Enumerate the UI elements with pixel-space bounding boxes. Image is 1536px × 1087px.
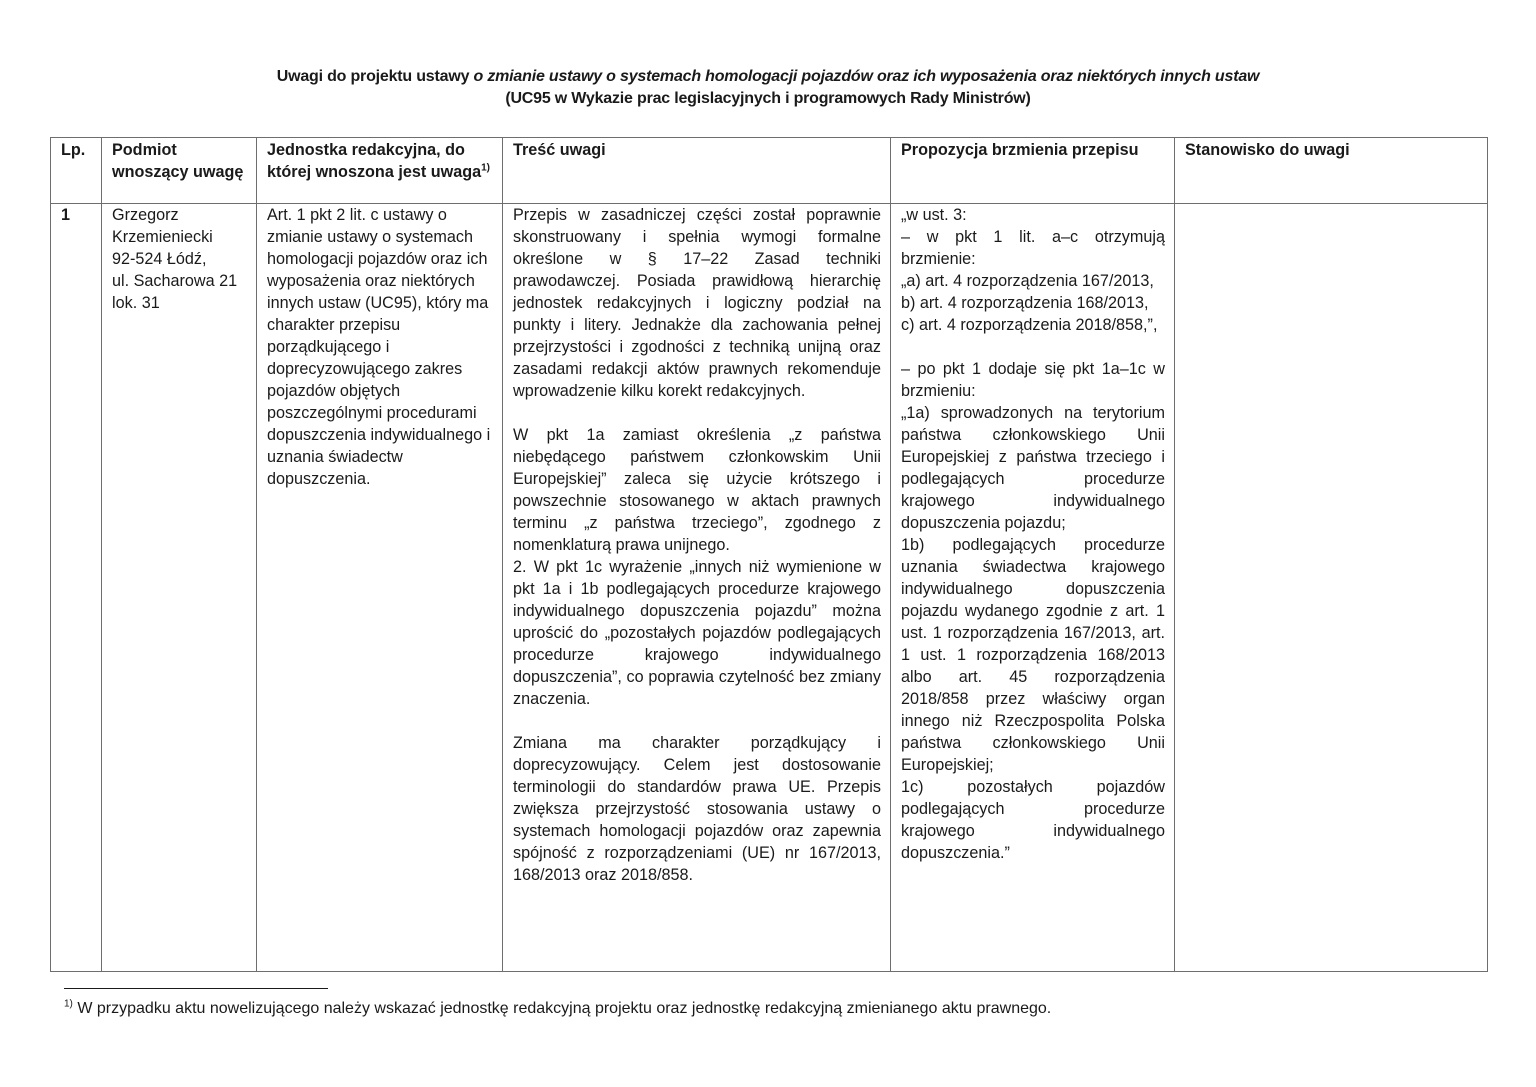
tresc-paragraph-2: W pkt 1a zamiast określenia „z państwa niebędącego państwem członkowskim Unii Europejskiej” zaleca się użycie krótszego i powszechnie stosowanego w aktach prawnych terminu „z państwa trzeciego”, zgodnego z nomenklaturą prawa unijnego.	[513, 426, 881, 554]
tresc-paragraph-4: Zmiana ma charakter porządkujący i doprecyzowujący. Celem jest dostosowanie terminologii do standardów prawa UE. Przepis zwiększa przejrzystość stosowania ustawy o systemach homologacji pojazdów oraz zapewnia spójność z rozporządzeniami (UE) nr 167/2013, 168/2013 oraz 2018/858.	[513, 734, 881, 884]
footnote-marker: 1)	[64, 998, 73, 1010]
document-title	[0, 66, 1536, 110]
footnote	[64, 998, 1051, 1020]
propozycja-pkt-1c: 1c) pozostałych pojazdów podlegających procedurze krajowego indywidualnego dopuszczenia.”	[901, 778, 1165, 862]
header-propozycja: Propozycja brzmienia przepisu	[891, 138, 1175, 204]
header-tresc: Treść uwagi	[503, 138, 891, 204]
title-line-1: Uwagi do projektu ustawy o zmianie ustawy o systemach homologacji pojazdów oraz ich wyposażenia oraz niektórych innych ustaw	[276, 68, 1260, 85]
propozycja-pkt-1a: „1a) sprowadzonych na terytorium państwa członkowskiego Unii Europejskiej z państwa trzeciego i podlegających procedurze krajowego indywidualnego dopuszczenia pojazdu;	[901, 404, 1165, 532]
tresc-paragraph-3: 2. W pkt 1c wyrażenie „innych niż wymienione w pkt 1a i 1b podlegających procedurze krajowego indywidualnego dopuszczenia pojazdu” można uprościć do „pozostałych pojazdów podlegających procedurze krajowego indywidualnego dopuszczenia”, co poprawia czytelność bez zmiany znaczenia.	[513, 558, 881, 708]
propozycja-intro: „w ust. 3:	[901, 206, 967, 224]
cell-propozycja	[891, 204, 1175, 972]
propozycja-lit-a: „a) art. 4 rozporządzenia 167/2013,	[901, 272, 1154, 290]
header-lp: Lp.	[51, 138, 102, 204]
title-line-2: (UC95 w Wykazie prac legislacyjnych i programowych Rady Ministrów)	[505, 90, 1031, 107]
footnote-ref: 1)	[481, 162, 490, 174]
table-header-row	[51, 138, 1488, 204]
propozycja-lit-ac: – w pkt 1 lit. a–c otrzymują brzmienie:	[901, 228, 1165, 268]
table-row	[51, 204, 1488, 972]
cell-podmiot: Grzegorz Krzemieniecki 92-524 Łódź, ul. Sacharowa 21 lok. 31	[102, 204, 257, 972]
propozycja-lit-c: c) art. 4 rozporządzenia 2018/858,”,	[901, 316, 1158, 334]
footnote-text: W przypadku aktu nowelizującego należy wskazać jednostkę redakcyjną projektu oraz jednostkę redakcyjną zmienianego aktu prawnego.	[72, 1000, 1052, 1017]
cell-lp: 1	[51, 204, 102, 972]
header-stanowisko: Stanowisko do uwagi	[1175, 138, 1488, 204]
cell-stanowisko	[1175, 204, 1488, 972]
tresc-paragraph-1: Przepis w zasadniczej części został poprawnie skonstruowany i spełnia wymogi formalne określone w § 17–22 Zasad techniki prawodawczej. Posiada prawidłową hierarchię jednostek redakcyjnych i logiczny podział na punkty i litery. Jednakże dla zachowania pełnej przejrzystości i zgodności z techniką unijną oraz zasadami redakcji aktów prawnych rekomenduje wprowadzenie kilku korekt redakcyjnych.	[513, 206, 881, 400]
remarks-table	[50, 137, 1488, 972]
cell-tresc	[503, 204, 891, 972]
header-jednostka: Jednostka redakcyjna, do której wnoszona jest uwaga$^{1)}$	[257, 138, 503, 204]
cell-jednostka: Art. 1 pkt 2 lit. c ustawy o zmianie ustawy o systemach homologacji pojazdów oraz ich wyposażenia oraz niektórych innych ustaw (UC95), który ma charakter przepisu porządkującego i doprecyzowującego zakres pojazdów objętych poszczególnymi procedurami dopuszczenia indywidualnego i uznania świadectw dopuszczenia.	[257, 204, 503, 972]
propozycja-pkt-1b: 1b) podlegających procedurze uznania świadectwa krajowego indywidualnego dopuszczenia pojazdu wydanego zgodnie z art. 1 ust. 1 rozporządzenia 167/2013, art. 1 ust. 1 rozporządzenia 168/2013 albo art. 45 rozporządzenia 2018/858 przez właściwy organ innego niż Rzeczpospolita Polska państwa członkowskiego Unii Europejskiej;	[901, 536, 1165, 774]
propozycja-lit-b: b) art. 4 rozporządzenia 168/2013,	[901, 294, 1149, 312]
title-italic-bill-name: o zmianie ustawy o systemach homologacji pojazdów oraz ich wyposażenia oraz niektórych innych ustaw	[473, 68, 1260, 85]
header-podmiot: Podmiot wnoszący uwagę	[102, 138, 257, 204]
footnote-separator	[64, 988, 328, 989]
propozycja-add-points: – po pkt 1 dodaje się pkt 1a–1c w brzmieniu:	[901, 360, 1165, 400]
